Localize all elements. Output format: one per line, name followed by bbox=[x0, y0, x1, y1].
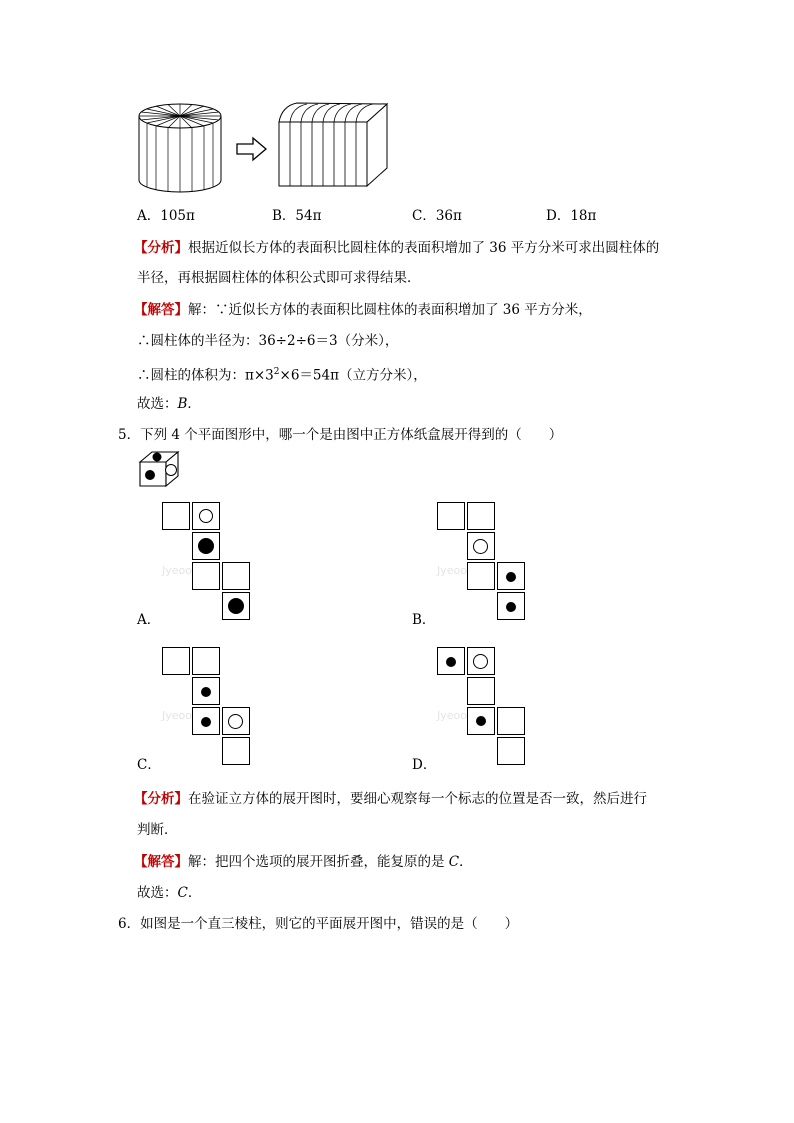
net-face bbox=[192, 677, 220, 705]
net-face bbox=[192, 532, 220, 560]
small-dot-mark bbox=[476, 716, 486, 726]
analysis-tag: 【分析】 bbox=[134, 240, 188, 256]
q5-choice: 故选：C． bbox=[137, 885, 202, 901]
q5-stem: 5．下列 4 个平面图形中，哪一个是由图中正方体纸盒展开得到的（ ） bbox=[118, 427, 563, 443]
small-dot-mark bbox=[201, 717, 211, 727]
small-dot-mark bbox=[506, 572, 516, 582]
net-face bbox=[437, 502, 465, 530]
option-a: A．105π bbox=[137, 208, 195, 224]
watermark: Jyeoo bbox=[437, 564, 467, 577]
net-face bbox=[192, 707, 220, 735]
net-face bbox=[497, 592, 525, 620]
q5-analysis-cont: 判断． bbox=[137, 822, 178, 838]
q5-answer: 【解答】解：把四个选项的展开图折叠，能复原的是 C． bbox=[134, 854, 473, 870]
large-dot-mark bbox=[198, 538, 214, 554]
net-face bbox=[467, 647, 495, 675]
net-face bbox=[467, 707, 495, 735]
cuboid-figure bbox=[276, 100, 390, 190]
net-face bbox=[162, 502, 190, 530]
q4-analysis-cont: 半径，再根据圆柱体的体积公式即可求得结果． bbox=[137, 270, 421, 286]
hollow-circle-mark bbox=[199, 509, 213, 523]
label-b: B． bbox=[412, 612, 436, 628]
q6-stem: 6．如图是一个直三棱柱，则它的平面展开图中，错误的是（ ） bbox=[118, 916, 519, 932]
analysis-tag: 【分析】 bbox=[134, 791, 188, 807]
watermark: Jyeoo bbox=[437, 709, 467, 722]
net-face bbox=[497, 562, 525, 590]
net-face bbox=[222, 592, 250, 620]
net-face bbox=[467, 502, 495, 530]
large-dot-mark bbox=[228, 598, 244, 614]
net-face bbox=[192, 647, 220, 675]
watermark: Jyeoo bbox=[162, 564, 192, 577]
net-face bbox=[467, 677, 495, 705]
cylinder-figure bbox=[136, 98, 226, 194]
option-c: C．36π bbox=[412, 208, 462, 224]
option-d: D．18π bbox=[546, 208, 597, 224]
answer-tag: 【解答】 bbox=[134, 854, 188, 870]
q4-answer-radius: ∴圆柱体的半径为：36÷2÷6＝3（分米）， bbox=[137, 333, 399, 349]
q5-analysis: 【分析】在验证立方体的展开图时，要细心观察每一个标志的位置是否一致，然后进行 bbox=[134, 791, 647, 807]
small-dot-mark bbox=[506, 602, 516, 612]
label-d: D． bbox=[412, 757, 437, 773]
net-face bbox=[222, 707, 250, 735]
answer-tag: 【解答】 bbox=[134, 302, 188, 318]
small-dot-mark bbox=[201, 687, 211, 697]
q4-answer-volume: ∴圆柱的体积为：$\pi\times 3^2\times 6=54\pi$（立方分米）， bbox=[137, 367, 427, 384]
hollow-circle-mark bbox=[473, 654, 488, 669]
right-arrow-icon bbox=[236, 136, 268, 162]
label-a: A． bbox=[137, 612, 161, 628]
q4-choice: 故选：B． bbox=[137, 396, 201, 412]
net-face bbox=[192, 502, 220, 530]
net-face bbox=[222, 737, 250, 765]
hollow-circle-mark bbox=[228, 714, 243, 729]
hollow-circle-mark bbox=[473, 539, 488, 554]
net-face bbox=[467, 532, 495, 560]
small-dot-mark bbox=[446, 657, 456, 667]
q4-answer: 【解答】解：∵近似长方体的表面积比圆柱体的表面积增加了 36 平方分米， bbox=[134, 302, 592, 318]
option-b: B．54π bbox=[272, 208, 322, 224]
net-face bbox=[437, 647, 465, 675]
net-face bbox=[497, 737, 525, 765]
cube-figure bbox=[138, 450, 182, 488]
label-c: C． bbox=[137, 757, 161, 773]
net-face bbox=[192, 562, 220, 590]
net-face bbox=[467, 562, 495, 590]
net-face bbox=[162, 647, 190, 675]
net-face bbox=[222, 562, 250, 590]
watermark: Jyeoo bbox=[162, 709, 192, 722]
net-face bbox=[497, 707, 525, 735]
q4-analysis: 【分析】根据近似长方体的表面积比圆柱体的表面积增加了 36 平方分米可求出圆柱体的 bbox=[134, 240, 660, 256]
